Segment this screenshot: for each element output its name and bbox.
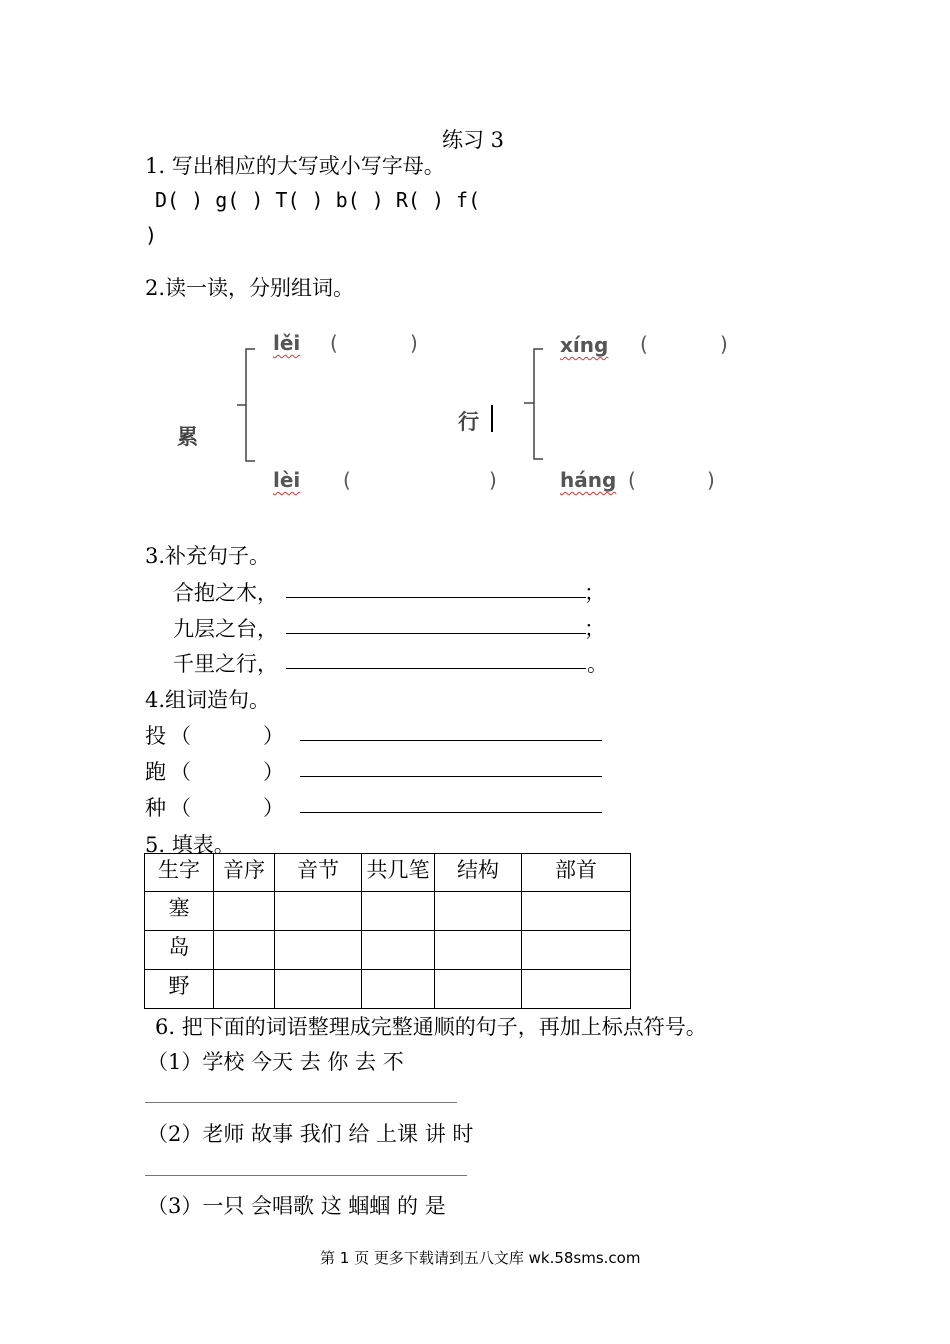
table-cell[interactable]: [362, 970, 435, 1009]
char-lei: 累: [177, 425, 198, 449]
q6-item-2: （2）老师 故事 我们 给 上课 讲 时: [147, 1122, 474, 1146]
pinyin-lei3: lěi: [273, 331, 301, 355]
answer-line[interactable]: [300, 776, 602, 777]
table-cell[interactable]: [214, 931, 275, 970]
table-cell[interactable]: [362, 931, 435, 970]
table-cell[interactable]: [214, 970, 275, 1009]
answer-line[interactable]: [286, 597, 586, 598]
q6-item-3: （3）一只 会唱歌 这 蝈蝈 的 是: [147, 1194, 446, 1218]
table-header: 音序: [214, 854, 275, 892]
paren-close: ）: [263, 724, 284, 748]
answer-line[interactable]: [145, 1102, 457, 1103]
table-cell[interactable]: [522, 970, 631, 1009]
paren-open: （: [170, 760, 191, 784]
table-cell[interactable]: [435, 970, 522, 1009]
q2-prompt: 2.读一读，分别组词。: [145, 276, 355, 300]
q4-char-2: 跑: [145, 760, 166, 784]
fill-table: [144, 853, 631, 1009]
q1-prompt: 1. 写出相应的大写或小写字母。: [145, 154, 445, 178]
page-title: 练习 3: [442, 128, 505, 152]
paren-close: ): [720, 332, 728, 356]
q3-line-2: 九层之台，: [173, 617, 278, 641]
q6-item-1: （1）学校 今天 去 你 去 不: [147, 1050, 404, 1074]
q3-line-3: 千里之行，: [173, 652, 278, 676]
char-xing: 行: [458, 410, 479, 434]
q5-prompt: 5. 填表。: [145, 833, 235, 857]
table-header: 结构: [435, 854, 522, 892]
paren-open: (: [640, 332, 648, 356]
table-row-char: 塞: [145, 892, 214, 931]
paren-close: ）: [263, 760, 284, 784]
table-cell[interactable]: [522, 931, 631, 970]
pinyin-xing2: xíng: [560, 333, 609, 357]
q3-end-3: 。: [587, 652, 608, 676]
paren-open: (: [343, 468, 351, 492]
table-cell[interactable]: [275, 931, 362, 970]
q3-line-1: 合抱之木，: [173, 581, 278, 605]
q3-end-2: ；: [584, 617, 605, 641]
paren-close: ): [707, 468, 715, 492]
table-cell[interactable]: [435, 931, 522, 970]
paren-open: (: [330, 331, 338, 355]
right-bracket: [534, 349, 543, 459]
answer-line[interactable]: [300, 740, 602, 741]
table-row-char: 岛: [145, 931, 214, 970]
q2-brackets: [0, 0, 950, 600]
paren-open: (: [628, 468, 636, 492]
paren-close: ）: [263, 796, 284, 820]
q3-end-1: ；: [584, 581, 605, 605]
q1-letters: D( ) g( ) T( ) b( ) R( ) f(: [155, 188, 481, 212]
page-footer: 第 1 页 更多下载请到五八文库 wk.58sms.com: [320, 1249, 641, 1267]
table-cell[interactable]: [214, 892, 275, 931]
q1-letters-end: ): [145, 223, 158, 247]
table-cell[interactable]: [275, 970, 362, 1009]
answer-line[interactable]: [300, 812, 602, 813]
pinyin-lei4: lèi: [273, 468, 301, 492]
table-header: 音节: [275, 854, 362, 892]
table-cell[interactable]: [522, 892, 631, 931]
paren-open: （: [170, 796, 191, 820]
paren-close: ): [489, 468, 497, 492]
table-cell[interactable]: [435, 892, 522, 931]
paren-open: （: [170, 724, 191, 748]
paren-close: ): [410, 331, 418, 355]
q6-prompt: 6. 把下面的词语整理成完整通顺的句子，再加上标点符号。: [155, 1015, 707, 1039]
q4-char-3: 种: [145, 796, 166, 820]
answer-line[interactable]: [286, 668, 586, 669]
q3-prompt: 3.补充句子。: [145, 544, 271, 568]
answer-line[interactable]: [286, 633, 586, 634]
table-cell[interactable]: [362, 892, 435, 931]
q4-prompt: 4.组词造句。: [145, 688, 271, 712]
table-row-char: 野: [145, 970, 214, 1009]
table-cell[interactable]: [275, 892, 362, 931]
table-header: 共几笔: [362, 854, 435, 892]
left-bracket: [246, 349, 255, 461]
table-header: 生字: [145, 854, 214, 892]
answer-line[interactable]: [145, 1175, 467, 1176]
pinyin-hang2: háng: [560, 468, 617, 492]
q4-char-1: 投: [145, 724, 166, 748]
table-header: 部首: [522, 854, 631, 892]
